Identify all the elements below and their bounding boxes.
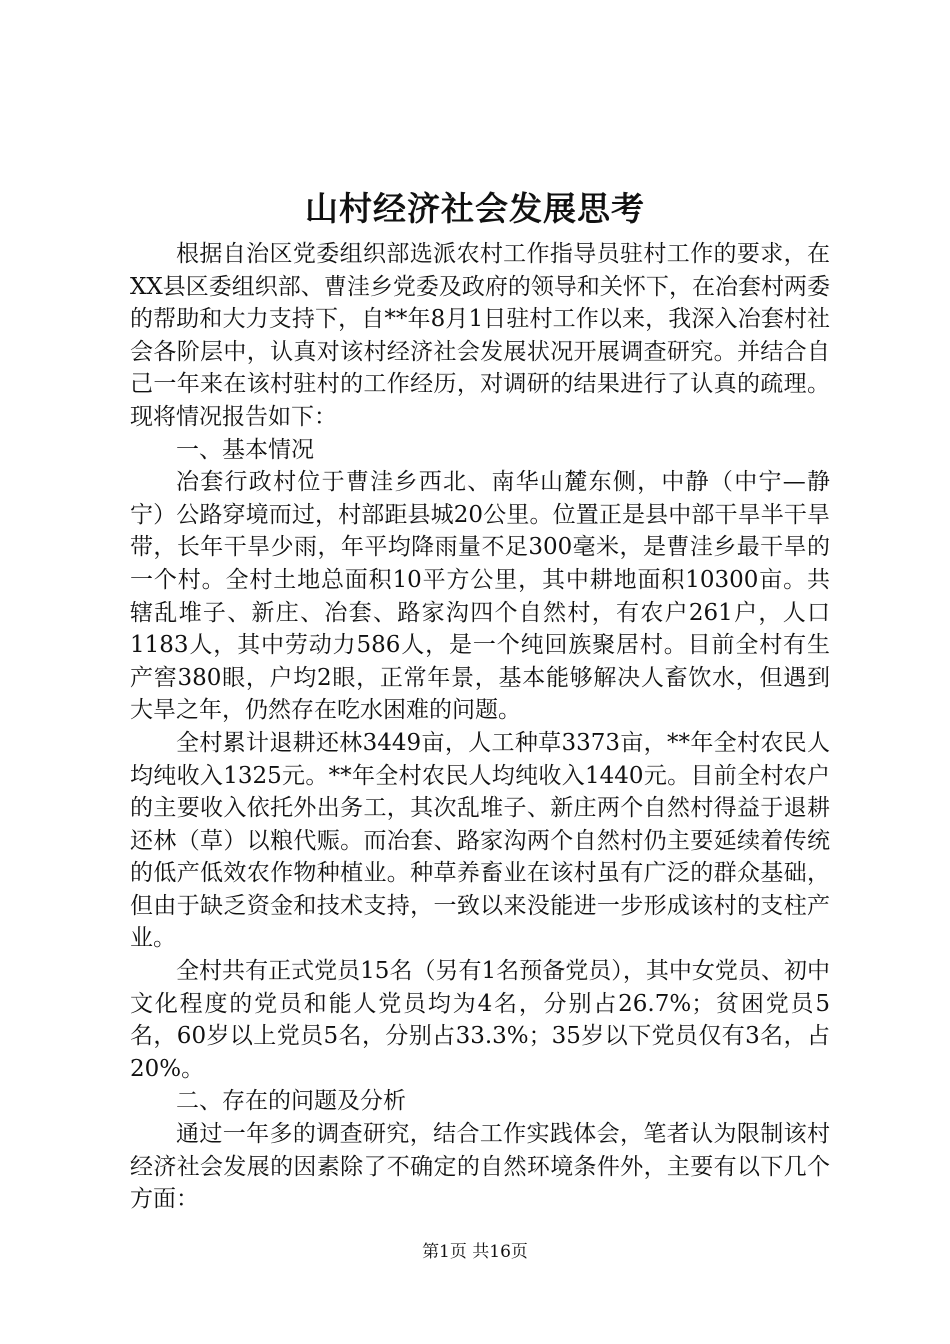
section-heading-basic-situation: 一、基本情况 (176, 436, 314, 463)
section-heading-problems: 二、存在的问题及分析 (176, 1088, 406, 1115)
paragraph-village-overview: 冶套行政村位于曹洼乡西北、南华山麓东侧，中静（中宁—静宁）公路穿境而过，村部距县城20公里。位置正是县中部干旱半干旱带，长年干旱少雨，年平均降雨量不足300毫米，是曹洼乡最干旱的一个村。全村土地总面积10平方公里，其中耕地面积10300亩。共辖乱堆子、新庄、冶套、路家沟四个自然村，有农户261户，人口1183人，其中劳动力586人，是一个纯回族聚居村。目前全村有生产窖380眼，户均2眼，正常年景，基本能够解决人畜饮水，但遇到大旱之年，仍然存在吃水困难的问题。 (130, 469, 830, 724)
document-body (130, 238, 830, 1216)
page-number-footer: 第1页 共16页 (422, 1242, 528, 1262)
paragraph-analysis-intro: 通过一年多的调查研究，结合工作实践体会，笔者认为限制该村经济社会发展的因素除了不确定的自然环境条件外，主要有以下几个方面： (130, 1121, 830, 1213)
paragraph-income: 全村累计退耕还林3449亩，人工种草3373亩，**年全村农民人均纯收入1325元。**年全村农民人均纯收入1440元。目前全村农户的主要收入依托外出务工，其次乱堆子、新庄两个自然村得益于退耕还林（草）以粮代赈。而冶套、路家沟两个自然村仍主要延续着传统的低产低效农作物种植业。种草养畜业在该村虽有广泛的群众基础，但由于缺乏资金和技术支持，一致以来没能进一步形成该村的支柱产业。 (130, 729, 830, 952)
document-title: 山村经济社会发展思考 (305, 189, 645, 228)
paragraph-party-members: 全村共有正式党员15名（另有1名预备党员），其中女党员、初中文化程度的党员和能人党员均为4名，分别占26.7%；贫困党员5名，60岁以上党员5名，分别占33.3%；35岁以下党员仅有3名，占20%。 (130, 958, 830, 1082)
paragraph-intro: 根据自治区党委组织部选派农村工作指导员驻村工作的要求，在XX县区委组织部、曹洼乡党委及政府的领导和关怀下，在冶套村两委的帮助和大力支持下，自**年8月1日驻村工作以来，我深入冶套村社会各阶层中，认真对该村经济社会发展状况开展调查研究。并结合自己一年来在该村驻村的工作经历，对调研的结果进行了认真的疏理。现将情况报告如下： (130, 241, 830, 430)
